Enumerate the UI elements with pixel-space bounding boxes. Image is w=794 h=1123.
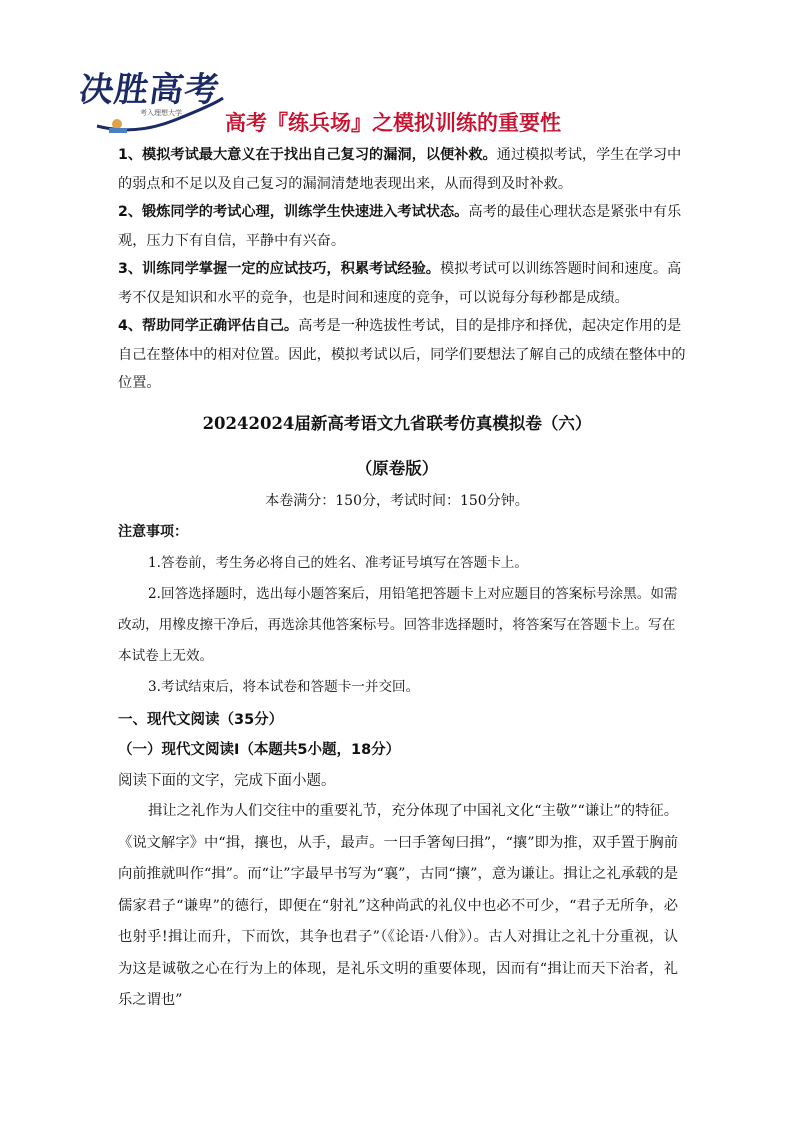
logo-caption: 考入理想大学 bbox=[140, 109, 182, 117]
intro-list bbox=[118, 141, 688, 398]
note-item: 2.回答选择题时，选出每小题答案后，用铅笔把答题卡上对应题目的答案标号涂黑。如需改动，用橡皮擦干净后，再选涂其他答案标号。回答非选择题时，将答案写在答题卡上。写在本试卷上无效。 bbox=[118, 586, 678, 664]
exam-info: 本卷满分：150分，考试时间：150分钟。 bbox=[265, 493, 529, 509]
exam-title: 20242024届新高考语文九省联考仿真模拟卷（六） bbox=[202, 414, 592, 433]
intro-item-bold: 4、帮助同学正确评估自己。 bbox=[118, 318, 299, 334]
intro-item bbox=[118, 255, 688, 312]
intro-item bbox=[118, 141, 688, 198]
exam-subtitle: （原卷版） bbox=[355, 459, 439, 478]
logo-text: 决胜高考 bbox=[76, 70, 223, 110]
intro-item-bold: 3、训练同学掌握一定的应试技巧，积累考试经验。 bbox=[118, 261, 440, 277]
intro-item-bold: 1、模拟考试最大意义在于找出自己复习的漏洞，以便补救。 bbox=[118, 147, 497, 163]
intro-item-text: 高考是一种选拔性考试，目的是排序和择优，起决定作用的是自己在整体中的相对位置。因此，模拟考试以后，同学们要想法了解自己的成绩在整体中的位置。 bbox=[118, 318, 686, 391]
subsection-heading: （一）现代文阅读Ⅰ（本题共5小题，18分） bbox=[118, 742, 401, 758]
intro-item-text: 模拟考试可以训练答题时间和速度。高考不仅是知识和水平的竞争，也是时间和速度的竞争，可以说每分每秒都是成绩。 bbox=[118, 261, 682, 306]
intro-item bbox=[118, 312, 688, 398]
notes-heading: 注意事项： bbox=[118, 524, 188, 540]
intro-item-text: 高考的最佳心理状态是紧张中有乐观，压力下有自信，平静中有兴奋。 bbox=[118, 204, 682, 249]
reading-instruction: 阅读下面的文字，完成下面小题。 bbox=[118, 773, 336, 789]
note-item: 3.考试结束后，将本试卷和答题卡一并交回。 bbox=[148, 679, 420, 695]
logo bbox=[76, 62, 223, 132]
intro-item-bold: 2、锻炼同学的考试心理，训练学生快速进入考试状态。 bbox=[118, 204, 469, 220]
intro-item-text: 通过模拟考试，学生在学习中的弱点和不足以及自己复习的漏洞清楚地表现出来，从而得到及时补救。 bbox=[118, 147, 682, 192]
section-heading: 一、现代文阅读（35分） bbox=[118, 712, 284, 728]
note-item: 1.答卷前，考生务必将自己的姓名、准考证号填写在答题卡上。 bbox=[148, 555, 528, 571]
reading-passage bbox=[118, 796, 678, 1017]
passage-paragraph: 揖让之礼作为人们交往中的重要礼节，充分体现了中国礼文化“主敬”“谦让”的特征。《说文解字》中“揖，攘也，从手，最声。一曰手箸匈曰揖”，“攘”即为推，双手置于胸前向前推就叫作“揖”。而“让”字最早书写为“襄”，古同“攘”，意为谦让。揖让之礼承载的是儒家君子“谦卑”的德行，即便在“射礼”这种尚武的礼仪中也必不可少，“君子无所争，必也射乎!揖让而升，下而饮，其争也君子”（《论语·八佾》）。古人对揖让之礼十分重视，认为这是诚敬之心在行为上的体现，是礼乐文明的重要体现，因而有“揖让而天下治者，礼乐之谓也” bbox=[118, 803, 678, 1008]
promo-title: 高考『练兵场』之模拟训练的重要性 bbox=[225, 111, 561, 135]
notes-list bbox=[118, 548, 680, 703]
intro-item bbox=[118, 198, 688, 255]
